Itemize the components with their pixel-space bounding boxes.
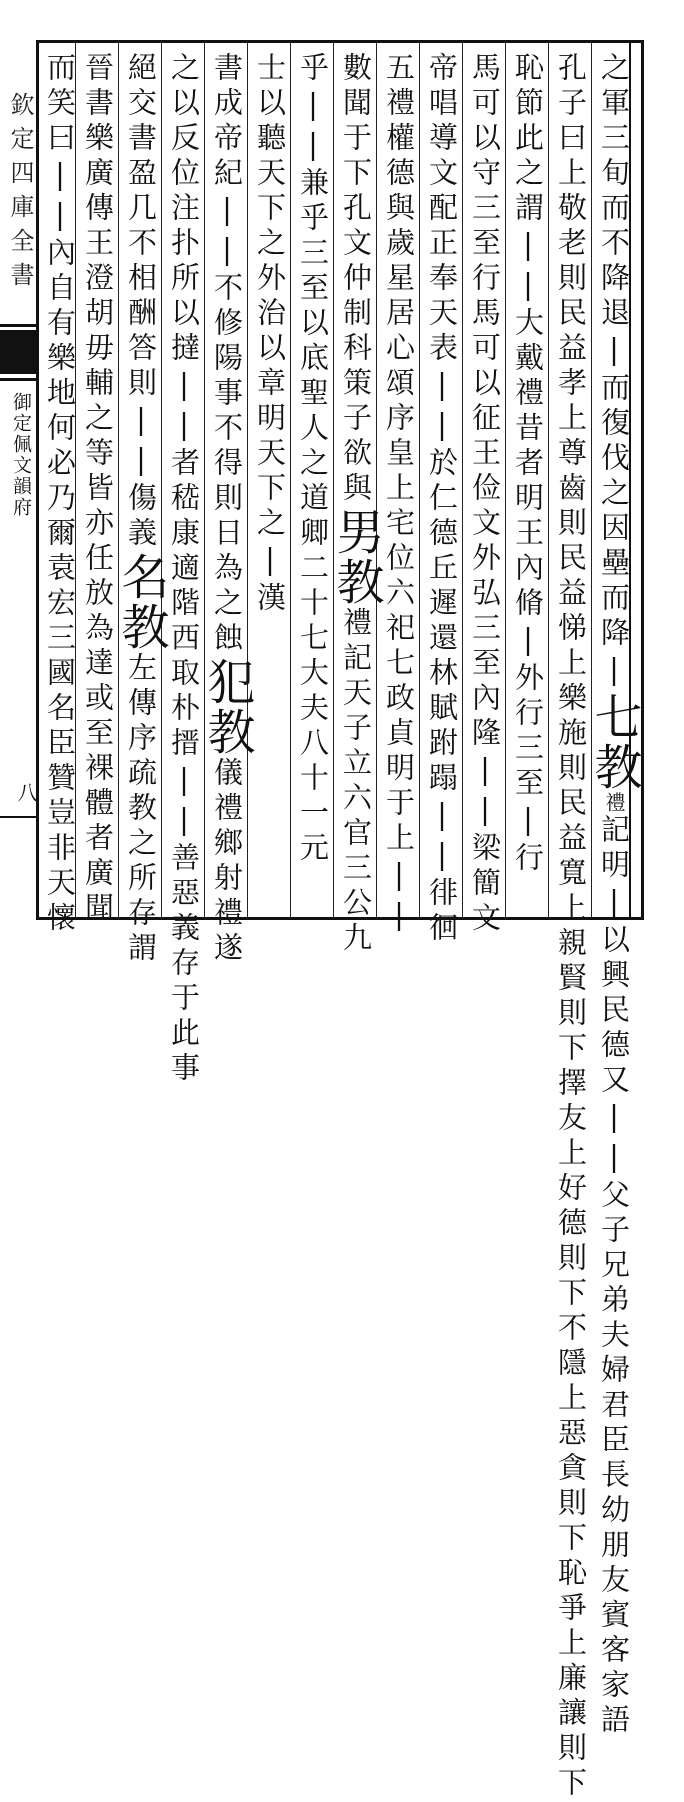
text-column [293, 52, 333, 912]
column-text: 恥節此之謂||大戴禮昔者明王內脩|外行三至|行 [511, 52, 545, 877]
column-text: 數聞于下孔文仲制科策子欲與 [339, 52, 373, 507]
column-text: 馬可以守三至行馬可以征王俭文外弘三至內隆||梁簡文 [468, 52, 502, 937]
column-text: 記明|以興民德又||父子兄弟夫婦君臣長幼朋友賓客家語 [597, 814, 631, 1739]
column-text: 左傳序疏教之所存謂 [124, 652, 158, 967]
headword: 男教 [328, 507, 384, 607]
column-text: 之軍三旬而不降退|而復伐之因壘而降| [597, 52, 631, 692]
text-column [40, 52, 80, 937]
column-text: 書成帝紀||不修陽事不得則日為之蝕 [210, 52, 244, 657]
margin-book-title: 御定佩文韻府 [10, 392, 32, 518]
headword: 名教 [113, 552, 169, 652]
text-column [199, 52, 255, 967]
column-divider [290, 43, 291, 917]
headword: 犯教 [199, 657, 255, 757]
column-text: 乎||兼乎三至以底聖人之道 [296, 52, 330, 517]
column-divider [333, 43, 334, 917]
column-divider [548, 43, 549, 917]
fishtail-mark [0, 330, 36, 374]
column-text: 而笑曰||內自有樂地何必乃爾袁宏三國名臣贊豈非天懷 [43, 52, 77, 937]
column-divider [161, 43, 162, 917]
column-text: 五禮權德與歲星居心頌序皇上宅位六祀七政貞明于上|| [382, 52, 416, 937]
column-divider [462, 43, 463, 917]
column-text: 孔子曰上敬老則民益孝上尊齒則民益悌上樂施則民益寬上親賢則下擇友上好德則下不隱上惡貪則下恥爭上廉讓則下 [554, 52, 588, 1802]
column-divider [204, 43, 205, 917]
text-column [508, 52, 548, 912]
page-number: 八 [14, 782, 38, 802]
column-divider [505, 43, 506, 917]
text-column [113, 52, 169, 967]
page-margin [0, 40, 36, 920]
column-text: 士以聽天下之外治以章明天下之|漢 [253, 52, 287, 617]
column-text: 卿二十七大夫八十一元 [296, 517, 330, 867]
fishtail-rule-bottom [0, 378, 36, 381]
column-text: 禮記天子立六官三公九 [339, 607, 373, 957]
column-text: 絕交書盈几不相酬答則||傷義 [124, 52, 158, 552]
text-column [465, 52, 505, 937]
column-divider [247, 43, 248, 917]
fishtail-rule-top [0, 324, 36, 327]
column-divider [118, 43, 119, 917]
text-column [164, 52, 204, 1087]
text-column [422, 52, 462, 947]
text-column [551, 52, 591, 1802]
column-divider [419, 43, 420, 917]
column-text: 帝唱導文配正奉天表||於仁德丘遲還林賦跗蹋||徘徊 [425, 52, 459, 947]
column-text: 晉書樂廣傳王澄胡毋輔之等皆亦任放為達或至裸體者廣聞 [81, 52, 115, 927]
column-text: ||善惡義存于此事 [167, 762, 201, 1087]
column-text: 儀禮鄉射禮遂 [210, 757, 244, 967]
column-text: 適階西取朴搢 [167, 552, 201, 762]
headword: 七教 [586, 692, 642, 792]
text-column [328, 52, 384, 957]
text-column [250, 52, 290, 912]
column-text: 之以反位注扑所以撻||者嵇康 [167, 52, 201, 552]
margin-rule [0, 816, 36, 818]
text-column [586, 52, 642, 1739]
margin-header: 欽定四庫全書 [6, 92, 34, 296]
text-column [379, 52, 419, 937]
column-divider [376, 43, 377, 917]
source-note: 禮 [602, 792, 626, 814]
text-column [78, 52, 118, 927]
